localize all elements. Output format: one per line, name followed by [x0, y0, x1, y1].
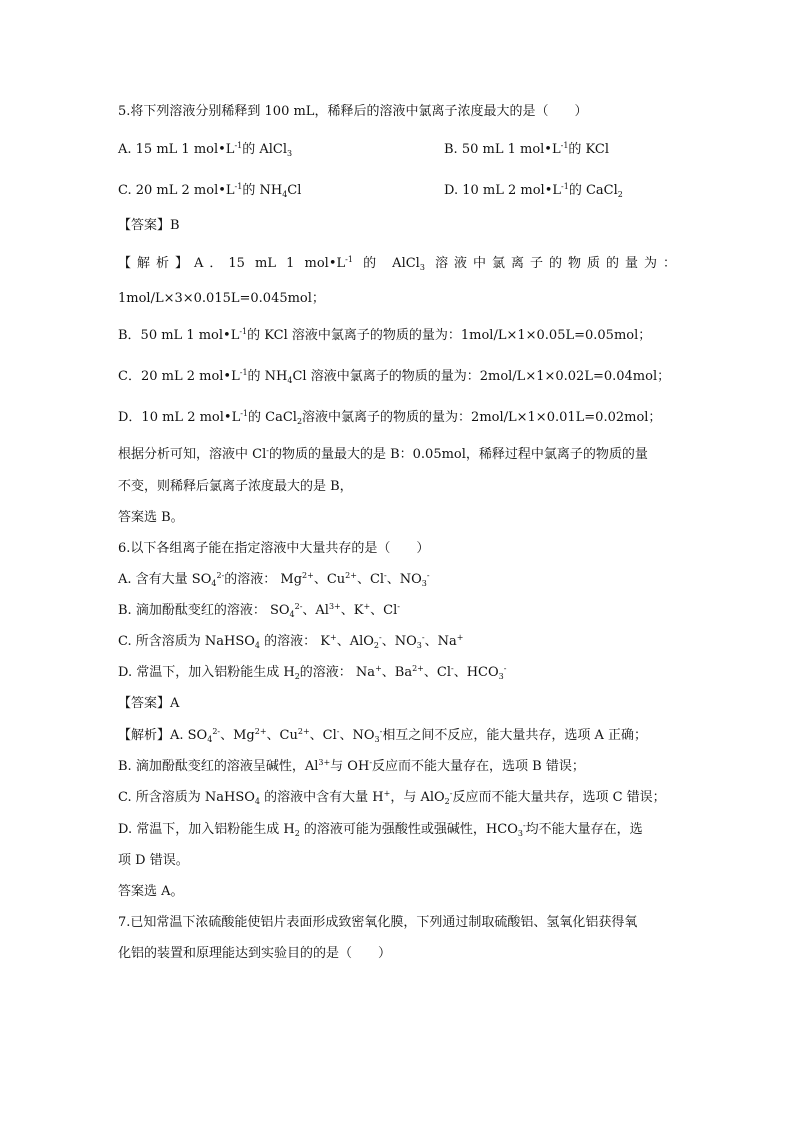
q6-explanation-a: 【解析】A. $SO_4^{2-}$、$Mg^{2+}$、$Cu^{2+}$、Cl-、$NO_3^-$相互之间不反应，能大量共存，选项 A 正确； [118, 727, 647, 744]
q6-explanation-c: C. 所含溶质为 NaHSO$_4$ 的溶液中含有大量 H+，与 AlO$_2$-反应而不能大量共存，选项 C 错误； [118, 789, 666, 806]
q6-option-c: C. 所含溶质为 NaHSO$_4$ 的溶液： K+、AlO$_2$-、$NO_3^-$、Na+ [118, 633, 464, 650]
q5-explanation-a: 【解析】A．15 mL 1 $mol•L^{-1}$ 的 AlCl$_3$ 溶液中氯离子的物质的量为： [118, 255, 677, 272]
q5-explanation-c: C．20 mL 2 $mol•L^{-1}$的 $NH_4Cl$ 溶液中氯离子的物质的量为：2mol/L×1×0.02L=0.04mol； [118, 368, 671, 385]
q5-option-b: B. 50 mL 1 $mol•L^{-1}$的 KCl [444, 141, 610, 157]
q5-option-c: C. 20 mL 2 $mol•L^{-1}$的 $NH_4Cl$ [118, 182, 302, 199]
q5-answer: 【答案】B [118, 218, 180, 233]
q5-stem: 5.将下列溶液分别稀释到 100 mL，稀释后的溶液中氯离子浓度最大的是（ ） [118, 104, 588, 119]
q6-option-a: A. 含有大量 $SO_4^{2-}$的溶液： $Mg^{2+}$、$Cu^{2+}$、Cl-、$NO_3^-$ [118, 571, 430, 588]
q6-option-d: D. 常温下，加入铝粉能生成 $H_2$的溶液： Na+、$Ba^{2+}$、Cl-、$HCO_3^-$ [118, 664, 507, 681]
q5-conclusion: 答案选 B。 [118, 510, 184, 525]
q6-explanation-d-cont: 项 D 错误。 [118, 853, 189, 868]
q5-explanation-d: D．10 mL 2 $mol•L^{-1}$的 CaCl$_2$溶液中氯离子的物质的量为：2mol/L×1×0.01L=0.02mol； [118, 409, 662, 426]
q6-explanation-d: D. 常温下，加入铝粉能生成 $H_2$ 的溶液可能为强酸性或强碱性，$HCO_3^-$均不能大量存在，选 [118, 821, 643, 838]
q6-explanation-b: B. 滴加酚酞变红的溶液呈碱性，$Al^{3+}$与 OH-反应而不能大量存在，选项 B 错误； [118, 758, 585, 774]
q5-option-a: A. 15 mL 1 $mol•L^{-1}$的 AlCl$_3$ [118, 141, 293, 158]
q5-explanation-b: B．50 mL 1 $mol•L^{-1}$的 KCl 溶液中氯离子的物质的量为：1mol/L×1×0.05L=0.05mol； [118, 327, 652, 343]
q6-answer: 【答案】A [118, 696, 180, 711]
q5-analysis: 根据分析可知，溶液中 Cl-的物质的量最大的是 B：0.05mol，稀释过程中氯离子的物质的量 [118, 446, 648, 462]
q5-analysis-cont: 不变，则稀释后氯离子浓度最大的是 B， [118, 479, 353, 494]
q6-conclusion: 答案选 A。 [118, 884, 184, 899]
q7-stem-line2: 化铝的装置和原理能达到实验目的的是（ ） [118, 946, 392, 961]
q5-explanation-a-cont: 1mol/L×3×0.015L=0.045mol； [118, 291, 325, 306]
q7-stem-line1: 7.已知常温下浓硫酸能使铝片表面形成致密氧化膜，下列通过制取硫酸铝、氢氧化铝获得氧 [118, 915, 638, 930]
q6-stem: 6.以下各组离子能在指定溶液中大量共存的是（ ） [118, 541, 430, 556]
q6-option-b: B. 滴加酚酞变红的溶液： $SO_4^{2-}$、$Al^{3+}$、K+、Cl- [118, 602, 400, 619]
q5-option-d: D. 10 mL 2 $mol•L^{-1}$的 CaCl$_2$ [444, 182, 623, 199]
